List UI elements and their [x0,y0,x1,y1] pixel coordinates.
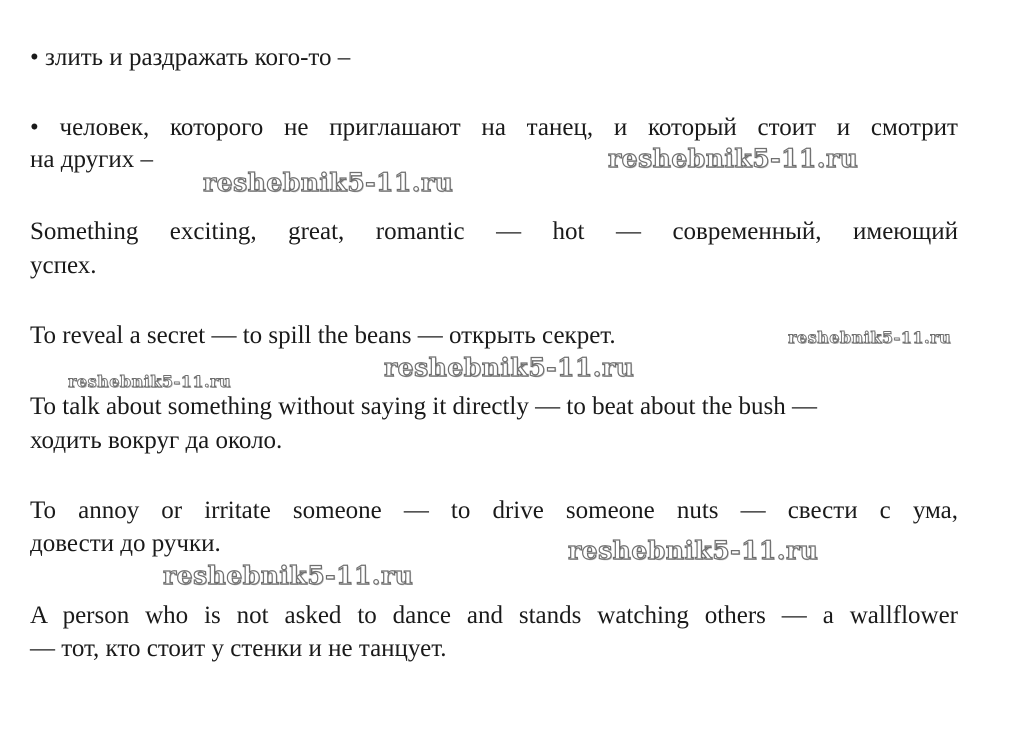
definition-drive-nuts-cont: довести до ручки. [30,530,221,557]
watermark: reshebnik5-11.ru [608,144,859,173]
bullet-line-annoy: • злить и раздражать кого-то – [30,44,351,71]
bullet-line-wallflower-cont: на других – [30,146,153,173]
watermark: reshebnik5-11.ru [788,328,952,347]
definition-beat-about-the-bush-cont: ходить вокруг да около. [30,427,283,454]
watermark: reshebnik5-11.ru [68,372,232,391]
definition-wallflower-cont: — тот, кто стоит у стенки и не танцует. [30,635,447,662]
watermark: reshebnik5-11.ru [163,561,414,590]
watermark: reshebnik5-11.ru [203,168,454,197]
watermark: reshebnik5-11.ru [384,353,635,382]
definition-beat-about-the-bush: To talk about something without saying it directly — to beat about the bush — [30,393,818,420]
definition-drive-nuts: To annoy or irritate someone — to drive someone nuts — свести с ума, [30,497,958,524]
watermark: reshebnik5-11.ru [568,536,819,565]
definition-wallflower: A person who is not asked to dance and stands watching others — a wallflower [30,602,958,629]
bullet-line-wallflower: • человек, которого не приглашают на танец, и который стоит и смотрит [30,114,958,141]
definition-spill-the-beans: To reveal a secret — to spill the beans — открыть секрет. [30,322,616,349]
definition-hot: Something exciting, great, romantic — hot — современный, имеющий [30,218,958,245]
definition-hot-cont: успех. [30,252,97,279]
